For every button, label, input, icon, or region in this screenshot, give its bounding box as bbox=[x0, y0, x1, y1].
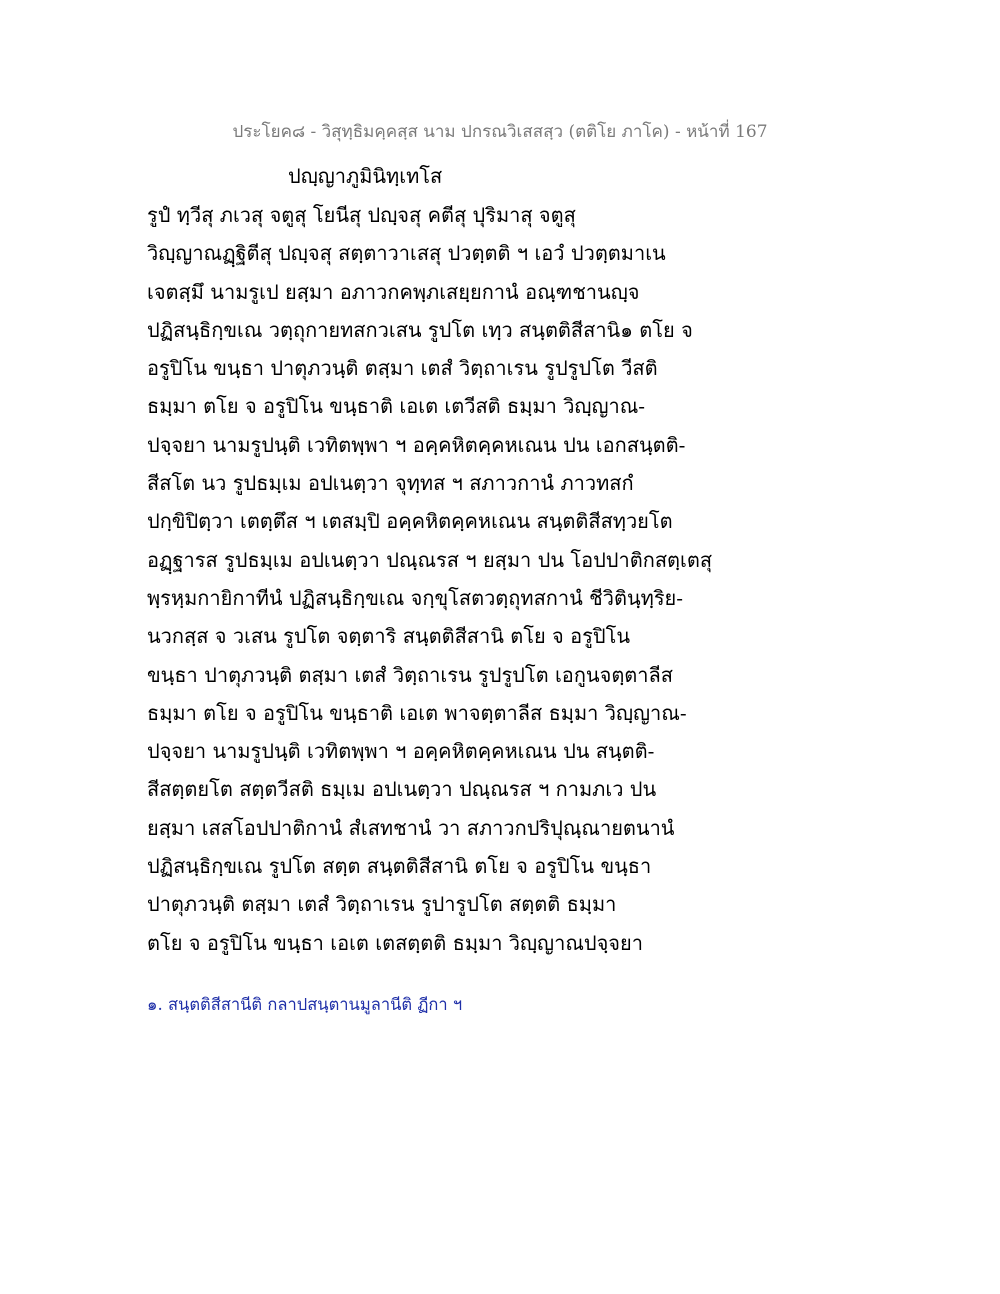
body-text bbox=[147, 196, 867, 962]
text-line: ปจฺจยา นามรูปนฺติ เวทิตพฺพา ฯ อคฺคหิตคฺคหเณน ปน สนฺตติ- bbox=[147, 739, 655, 764]
text-line: สีสตฺตยโต สตฺตวีสติ ธมฺเม อปเนตฺวา ปณฺณรส ฯ กามภเว ปน bbox=[147, 777, 657, 802]
text-line: พฺรหฺมกายิกาทีนํ ปฏิสนฺธิกฺขเณ จกฺขุโสตวตฺถุทสกานํ ชีวิตินฺทฺริย- bbox=[147, 585, 684, 610]
text-line: อฏฺฐารส รูปธมฺเม อปเนตฺวา ปณฺณรส ฯ ยสฺมา ปน โอปปาติกสตฺเตสุ bbox=[147, 547, 713, 572]
text-line: ธมฺมา ตโย จ อรูปิโน ขนฺธาติ เอเต เตวีสติ ธมฺมา วิญฺญาณ- bbox=[147, 394, 646, 419]
text-line: เจตสฺมึ นามรูเป ยสฺมา อภาวกคพฺภเสยฺยกานํ อณฺฑชานญฺจ bbox=[147, 279, 640, 304]
text-line: นวกสฺส จ วเสน รูปโต จตฺตาริ สนฺตติสีสานิ ตโย จ อรูปิโน bbox=[147, 624, 630, 649]
text-line: รูปํ ทฺวีสุ ภเวสุ จตูสุ โยนีสุ ปญฺจสุ คตีสุ ปุริมาสุ จตูสุ bbox=[147, 203, 576, 227]
text-line: วิญฺญาณฏฺฐิตีสุ ปญฺจสุ สตฺตาวาเสสุ ปวตฺตติ ฯ เอวํ ปวตฺตมาเน bbox=[147, 241, 666, 266]
text-line: ขนฺธา ปาตุภวนฺติ ตสฺมา เตสํ วิตฺถาเรน รูปรูปโต เอกูนจตฺตาลีส bbox=[147, 662, 673, 687]
text-line: สีสโต นว รูปธมฺเม อปเนตฺวา จุทฺทส ฯ สภาวกานํ ภาวทสกํ bbox=[147, 471, 634, 496]
text-line: ตโย จ อรูปิโน ขนฺธา เอเต เตสตฺตติ ธมฺมา วิญฺญาณปจฺจยา bbox=[147, 930, 643, 955]
text-line: ยสฺมา เสสโอปปาติกานํ สํเสทชานํ วา สภาวกปริปุณฺณายตนานํ bbox=[147, 815, 675, 840]
section-title: ปญฺญาภูมินิทฺเทโส bbox=[288, 164, 443, 188]
text-line: อรูปิโน ขนฺธา ปาตุภวนฺติ ตสฺมา เตสํ วิตฺถาเรน รูปรูปโต วีสติ bbox=[147, 356, 658, 381]
running-header bbox=[0, 118, 1000, 145]
footnote: ๑. สนฺตติสีสานีติ กลาปสนฺตานมูลานีติ ฏีกา ฯ bbox=[147, 995, 463, 1014]
text-line: ปาตุภวนฺติ ตสฺมา เตสํ วิตฺถาเรน รูปารูปโต สตฺตติ ธมฺมา bbox=[147, 892, 617, 917]
text-line: ปฏิสนฺธิกฺขเณ รูปโต สตฺต สนฺตติสีสานิ ตโย จ อรูปิโน ขนฺธา bbox=[147, 854, 652, 879]
text-line: ปกฺขิปิตฺวา เตตฺตึส ฯ เตสมฺปิ อคฺคหิตคฺคหเณน สนฺตติสีสทฺวยโต bbox=[147, 509, 673, 534]
text-line: ธมฺมา ตโย จ อรูปิโน ขนฺธาติ เอเต พาจตฺตาลีส ธมฺมา วิญฺญาณ- bbox=[147, 700, 687, 725]
text-line: ปจฺจยา นามรูปนฺติ เวทิตพฺพา ฯ อคฺคหิตคฺคหเณน ปน เอกสนฺตติ- bbox=[147, 432, 686, 457]
text-line: ปฏิสนฺธิกฺขเณ วตฺถุกายทสกวเสน รูปโต เทฺว สนฺตติสีสานิ๑ ตโย จ bbox=[147, 317, 693, 342]
running-header-text: ประโยค๘ - วิสุทฺธิมคฺคสฺส นาม ปกรณวิเสสสฺว (ตติโย ภาโค) - หน้าที่ 167 bbox=[232, 122, 768, 142]
